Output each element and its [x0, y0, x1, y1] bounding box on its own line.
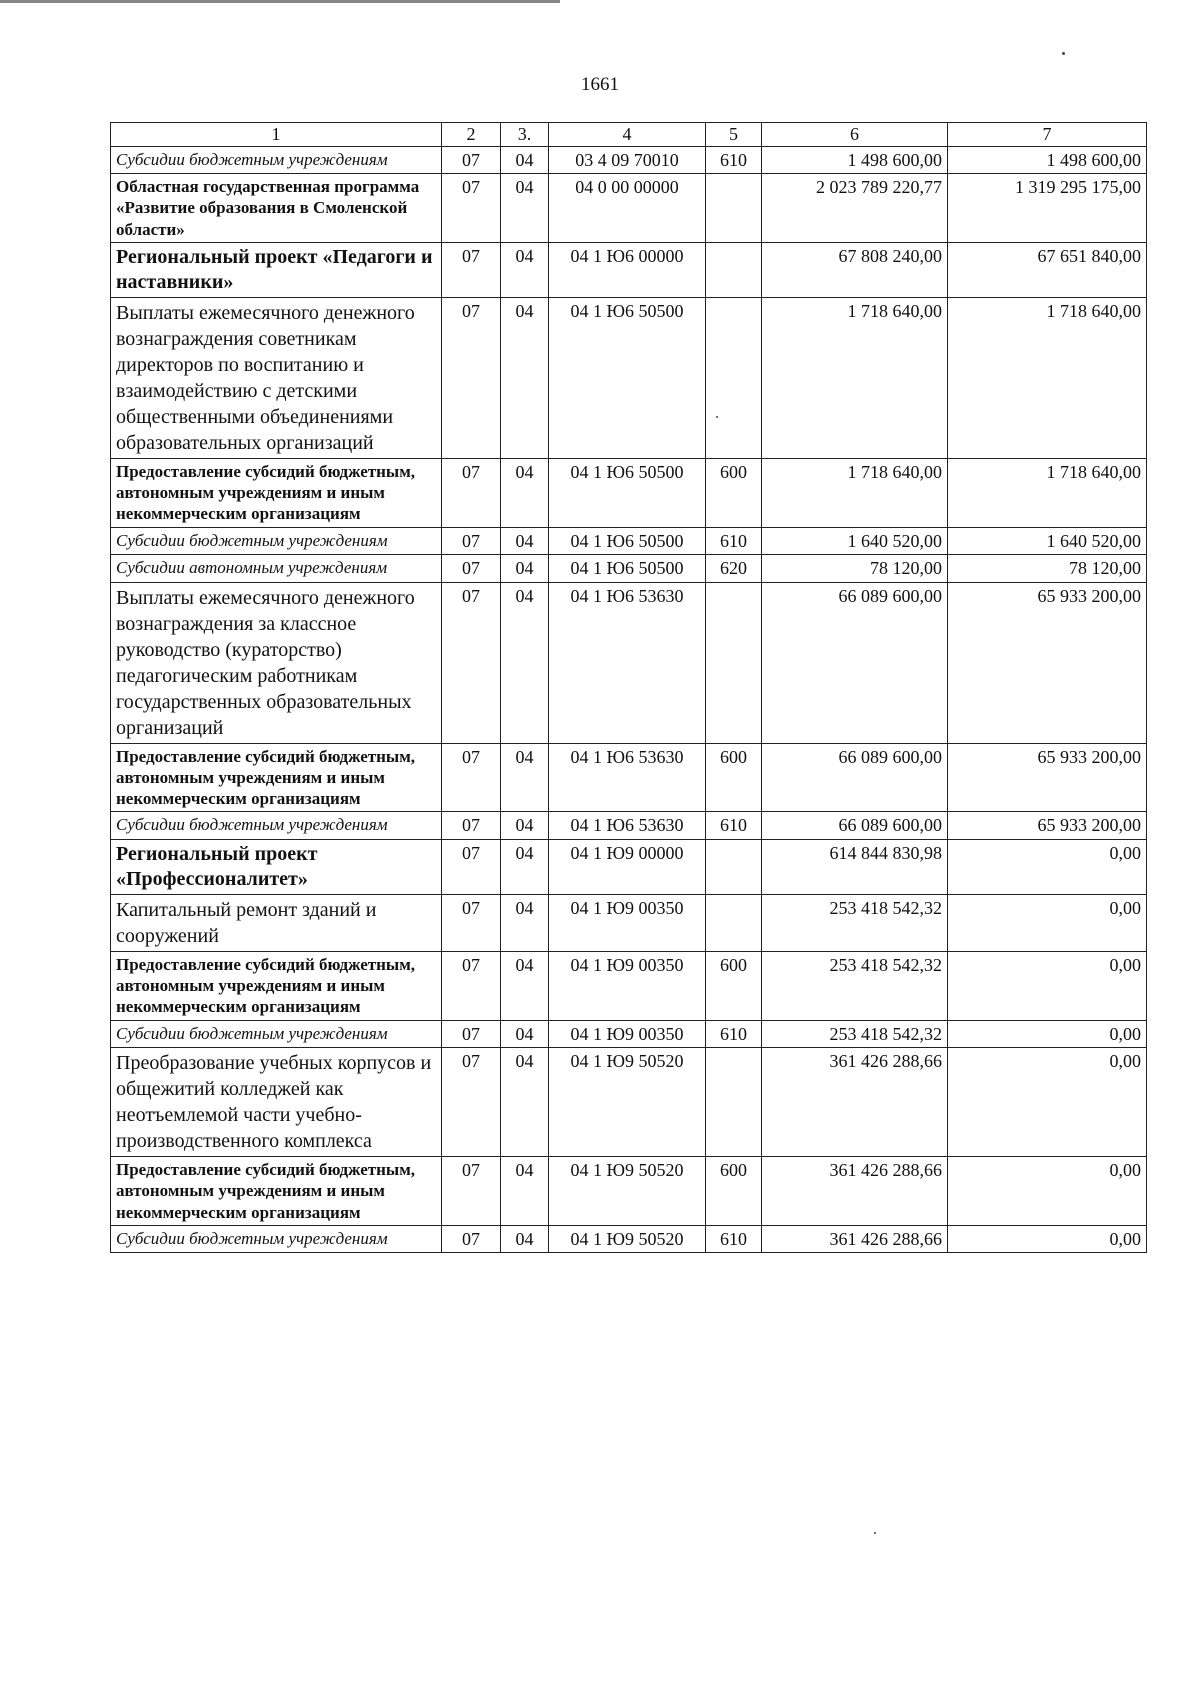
expense-type-code: 620 [706, 555, 762, 583]
amount-col-6: 1 640 520,00 [762, 527, 948, 555]
subsection-code: 04 [501, 1020, 549, 1048]
page-number: 1661 [581, 74, 619, 95]
target-article-code: 04 1 Ю6 50500 [549, 527, 706, 555]
subsection-code: 04 [501, 297, 549, 458]
expense-type-code [706, 894, 762, 951]
section-code: 07 [442, 242, 501, 297]
table-row [111, 1225, 1147, 1253]
section-code: 07 [442, 839, 501, 894]
amount-col-7: 0,00 [948, 1225, 1147, 1253]
amount-col-7: 65 933 200,00 [948, 812, 1147, 840]
amount-col-6: 1 718 640,00 [762, 297, 948, 458]
amount-col-7: 78 120,00 [948, 555, 1147, 583]
target-article-code: 04 1 Ю9 50520 [549, 1048, 706, 1157]
header-cell: 1 [111, 123, 442, 147]
table-row [111, 743, 1147, 812]
row-name: Предоставление субсидий бюджетным, автономным учреждениям и иным некоммерческим организациям [111, 458, 442, 527]
amount-col-6: 614 844 830,98 [762, 839, 948, 894]
budget-table [110, 122, 1147, 1253]
target-article-code: 04 1 Ю6 53630 [549, 743, 706, 812]
target-article-code: 04 1 Ю9 00000 [549, 839, 706, 894]
subsection-code: 04 [501, 1157, 549, 1226]
section-code: 07 [442, 743, 501, 812]
subsection-code: 04 [501, 951, 549, 1020]
subsection-code: 04 [501, 146, 549, 174]
expense-type-code: 600 [706, 458, 762, 527]
row-name: Региональный проект «Профессионалитет» [111, 839, 442, 894]
section-code: 07 [442, 297, 501, 458]
row-name: Субсидии бюджетным учреждениям [111, 527, 442, 555]
section-code: 07 [442, 146, 501, 174]
row-name: Субсидии автономным учреждениям [111, 555, 442, 583]
row-name: Региональный проект «Педагоги и наставники» [111, 242, 442, 297]
amount-col-7: 65 933 200,00 [948, 743, 1147, 812]
section-code: 07 [442, 894, 501, 951]
target-article-code: 04 1 Ю9 00350 [549, 894, 706, 951]
row-name: Преобразование учебных корпусов и общежитий колледжей как неотъемлемой части учебно-производственного комплекса [111, 1048, 442, 1157]
amount-col-7: 1 498 600,00 [948, 146, 1147, 174]
row-name: Субсидии бюджетным учреждениям [111, 812, 442, 840]
subsection-code: 04 [501, 174, 549, 243]
table-row [111, 458, 1147, 527]
section-code: 07 [442, 458, 501, 527]
table-row [111, 839, 1147, 894]
row-name: Выплаты ежемесячного денежного вознаграждения за классное руководство (кураторство) педагогическим работникам государственных образовательных организаций [111, 582, 442, 743]
amount-col-6: 361 426 288,66 [762, 1048, 948, 1157]
header-cell: 6 [762, 123, 948, 147]
expense-type-code [706, 839, 762, 894]
subsection-code: 04 [501, 582, 549, 743]
amount-col-6: 253 418 542,32 [762, 894, 948, 951]
expense-type-code [706, 242, 762, 297]
amount-col-7: 1 640 520,00 [948, 527, 1147, 555]
target-article-code: 04 1 Ю6 50500 [549, 297, 706, 458]
row-name: Областная государственная программа «Развитие образования в Смоленской области» [111, 174, 442, 243]
row-name: Выплаты ежемесячного денежного вознаграждения советникам директоров по воспитанию и взаимодействию с детскими общественными объединениями образовательных организаций [111, 297, 442, 458]
table-row [111, 812, 1147, 840]
amount-col-7: 1 718 640,00 [948, 458, 1147, 527]
amount-col-6: 66 089 600,00 [762, 812, 948, 840]
amount-col-6: 66 089 600,00 [762, 582, 948, 743]
target-article-code: 04 1 Ю9 00350 [549, 1020, 706, 1048]
table-row [111, 894, 1147, 951]
section-code: 07 [442, 812, 501, 840]
section-code: 07 [442, 1157, 501, 1226]
target-article-code: 04 1 Ю9 50520 [549, 1225, 706, 1253]
amount-col-7: 1 718 640,00 [948, 297, 1147, 458]
header-cell: 4 [549, 123, 706, 147]
row-name: Предоставление субсидий бюджетным, автономным учреждениям и иным некоммерческим организациям [111, 951, 442, 1020]
amount-col-7: 67 651 840,00 [948, 242, 1147, 297]
section-code: 07 [442, 1020, 501, 1048]
amount-col-6: 67 808 240,00 [762, 242, 948, 297]
header-cell: 7 [948, 123, 1147, 147]
subsection-code: 04 [501, 1048, 549, 1157]
header-cell: 3. [501, 123, 549, 147]
row-name: Субсидии бюджетным учреждениям [111, 1020, 442, 1048]
expense-type-code: 600 [706, 743, 762, 812]
amount-col-6: 253 418 542,32 [762, 951, 948, 1020]
amount-col-6: 253 418 542,32 [762, 1020, 948, 1048]
expense-type-code: 610 [706, 146, 762, 174]
table-row [111, 527, 1147, 555]
amount-col-7: 1 319 295 175,00 [948, 174, 1147, 243]
target-article-code: 03 4 09 70010 [549, 146, 706, 174]
subsection-code: 04 [501, 743, 549, 812]
row-name: Капитальный ремонт зданий и сооружений [111, 894, 442, 951]
subsection-code: 04 [501, 527, 549, 555]
table-row [111, 582, 1147, 743]
expense-type-code: 600 [706, 1157, 762, 1226]
target-article-code: 04 1 Ю9 50520 [549, 1157, 706, 1226]
row-name: Предоставление субсидий бюджетным, автономным учреждениям и иным некоммерческим организациям [111, 743, 442, 812]
section-code: 07 [442, 527, 501, 555]
target-article-code: 04 1 Ю6 50500 [549, 555, 706, 583]
amount-col-6: 66 089 600,00 [762, 743, 948, 812]
subsection-code: 04 [501, 839, 549, 894]
amount-col-7: 0,00 [948, 839, 1147, 894]
target-article-code: 04 0 00 00000 [549, 174, 706, 243]
subsection-code: 04 [501, 555, 549, 583]
expense-type-code: 600 [706, 951, 762, 1020]
amount-col-7: 0,00 [948, 951, 1147, 1020]
amount-col-6: 1 718 640,00 [762, 458, 948, 527]
amount-col-7: 0,00 [948, 1048, 1147, 1157]
expense-type-code [706, 1048, 762, 1157]
section-code: 07 [442, 174, 501, 243]
section-code: 07 [442, 951, 501, 1020]
amount-col-6: 78 120,00 [762, 555, 948, 583]
subsection-code: 04 [501, 1225, 549, 1253]
table-row [111, 951, 1147, 1020]
scan-speck [1062, 52, 1065, 55]
subsection-code: 04 [501, 894, 549, 951]
header-cell: 2 [442, 123, 501, 147]
expense-type-code: 610 [706, 1225, 762, 1253]
row-name: Субсидии бюджетным учреждениям [111, 146, 442, 174]
header-cell: 5 [706, 123, 762, 147]
table-row [111, 1020, 1147, 1048]
amount-col-7: 0,00 [948, 1157, 1147, 1226]
table-row [111, 1157, 1147, 1226]
scan-speck [874, 1532, 876, 1534]
table-row [111, 174, 1147, 243]
table-row [111, 1048, 1147, 1157]
table-row [111, 297, 1147, 458]
section-code: 07 [442, 582, 501, 743]
scan-edge-line [0, 0, 560, 3]
amount-col-6: 361 426 288,66 [762, 1157, 948, 1226]
subsection-code: 04 [501, 812, 549, 840]
target-article-code: 04 1 Ю6 50500 [549, 458, 706, 527]
row-name: Субсидии бюджетным учреждениям [111, 1225, 442, 1253]
scan-speck [716, 416, 718, 418]
table-row [111, 555, 1147, 583]
section-code: 07 [442, 1048, 501, 1157]
subsection-code: 04 [501, 242, 549, 297]
table-row [111, 242, 1147, 297]
table-row [111, 146, 1147, 174]
amount-col-6: 1 498 600,00 [762, 146, 948, 174]
amount-col-7: 0,00 [948, 1020, 1147, 1048]
amount-col-7: 65 933 200,00 [948, 582, 1147, 743]
amount-col-7: 0,00 [948, 894, 1147, 951]
expense-type-code [706, 174, 762, 243]
target-article-code: 04 1 Ю9 00350 [549, 951, 706, 1020]
table-header-row [111, 123, 1147, 147]
amount-col-6: 2 023 789 220,77 [762, 174, 948, 243]
subsection-code: 04 [501, 458, 549, 527]
expense-type-code: 610 [706, 527, 762, 555]
target-article-code: 04 1 Ю6 53630 [549, 812, 706, 840]
target-article-code: 04 1 Ю6 53630 [549, 582, 706, 743]
expense-type-code [706, 582, 762, 743]
section-code: 07 [442, 555, 501, 583]
target-article-code: 04 1 Ю6 00000 [549, 242, 706, 297]
row-name: Предоставление субсидий бюджетным, автономным учреждениям и иным некоммерческим организациям [111, 1157, 442, 1226]
expense-type-code: 610 [706, 1020, 762, 1048]
expense-type-code: 610 [706, 812, 762, 840]
expense-type-code [706, 297, 762, 458]
amount-col-6: 361 426 288,66 [762, 1225, 948, 1253]
section-code: 07 [442, 1225, 501, 1253]
